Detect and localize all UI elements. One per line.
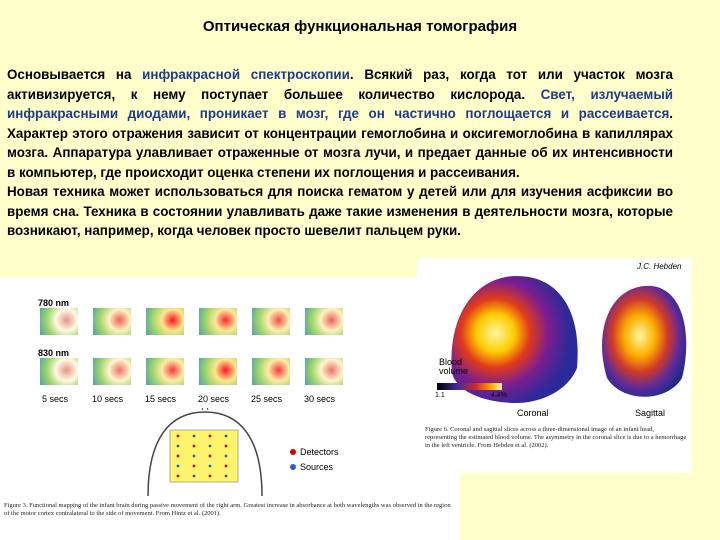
head-diagram	[140, 408, 270, 496]
optode-dot	[225, 435, 228, 438]
main-text	[7, 65, 673, 241]
source-dot-icon	[290, 464, 296, 470]
optode-dot	[209, 435, 212, 438]
wavelength-830-label: 830 nm	[38, 348, 70, 358]
text-part: . Всякий раз, когда тот или участок мозга активизируется, к нему поступает большее количество кислорода.	[7, 67, 673, 102]
time-label: 5 secs	[42, 394, 69, 404]
optode-dot	[193, 435, 196, 438]
legend-title: Blood volume	[439, 357, 469, 376]
activation-map-tile	[252, 308, 290, 335]
text-part: Основывается на	[7, 67, 143, 82]
figure-caption: Figure 3. Functional mapping of the infant brain during passive movement of the right arm. Greatest increase in absorbance at both wavelengths was observed in the region of the motor cortex contralateral to the side of movement. From Hintz et al. (2001).	[4, 502, 451, 517]
label-sagittal: Sagittal	[635, 408, 666, 418]
page-title: Оптическая функциональная томография	[202, 18, 518, 35]
label-coronal: Coronal	[517, 408, 549, 418]
legend-sources: Sources	[300, 462, 334, 472]
scale-max: 4.4%	[491, 392, 507, 399]
optode-dot	[225, 465, 228, 468]
highlight-text: Свет, излучаемый инфракрасными диодами, проникает в мозг, где он частично поглощается и рассеивается	[7, 86, 674, 121]
optode-dot	[193, 455, 196, 458]
brain-slices	[417, 258, 692, 418]
time-label: 10 secs	[92, 394, 124, 404]
optode-dot	[177, 455, 180, 458]
time-label: 15 secs	[145, 394, 177, 404]
figure-caption: Figure 6. Coronal and sagittal slices across a three-dimensional image of an infant head, representing the estimated blood volume. The asymmetry in the coronal slice is due to a hemorrhage in the left ventricle. From Hebden et al. (2002).	[425, 426, 687, 449]
optode-dot	[225, 475, 228, 478]
detector-dot-icon	[290, 449, 296, 455]
activation-map-tile	[146, 358, 184, 385]
optode-dot	[209, 465, 212, 468]
optode-dot	[209, 475, 212, 478]
highlight-text: инфракрасной спектроскопии	[142, 67, 350, 82]
activation-map-tile	[40, 358, 78, 385]
legend-detectors: Detectors	[300, 447, 339, 457]
activation-map-tile	[305, 358, 343, 385]
optode-dot	[209, 445, 212, 448]
time-label: 30 secs	[304, 394, 336, 404]
optode-dot	[193, 475, 196, 478]
optode-dot	[177, 435, 180, 438]
time-label: 20 secs	[198, 394, 230, 404]
figure-brain-mapping	[0, 278, 460, 540]
optode-dot	[193, 445, 196, 448]
activation-map-tile	[40, 308, 78, 335]
activation-map-tile	[93, 358, 131, 385]
activation-map-tile	[305, 308, 343, 335]
optode-dot	[177, 475, 180, 478]
activation-map-tile	[146, 308, 184, 335]
optode-dot	[193, 465, 196, 468]
optode-dot	[225, 455, 228, 458]
wavelength-780-label: 780 nm	[38, 298, 70, 308]
activation-map-tile	[199, 358, 237, 385]
optode-dot	[225, 445, 228, 448]
author-label: J.C. Hebden	[637, 262, 682, 271]
activation-map-tile	[93, 308, 131, 335]
text-part: . Характер этого отражения зависит от концентрации гемоглобина и оксигемоглобина в капиллярах мозга. Аппаратура улавливает отраженные от мозга лучи, и предает данные об их интенсивности в компьютер, где происходит оценка степени их поглощения и рассеивания.	[7, 106, 673, 180]
optode-dot	[209, 455, 212, 458]
figure-blood-volume	[417, 258, 692, 473]
activation-map-tile	[199, 308, 237, 335]
time-label: 25 secs	[251, 394, 283, 404]
paragraph-2: Новая техника может использоваться для поиска гематом у детей или для изучения асфиксии во время сна. Техника в состоянии улавливать даже такие изменения в деятельности мозга, которые возникают, например, когда человек просто шевелит пальцем руки.	[7, 184, 673, 238]
scale-min: 1.1	[435, 392, 445, 399]
optode-dot	[177, 465, 180, 468]
activation-map-tile	[252, 358, 290, 385]
optode-dot	[177, 445, 180, 448]
